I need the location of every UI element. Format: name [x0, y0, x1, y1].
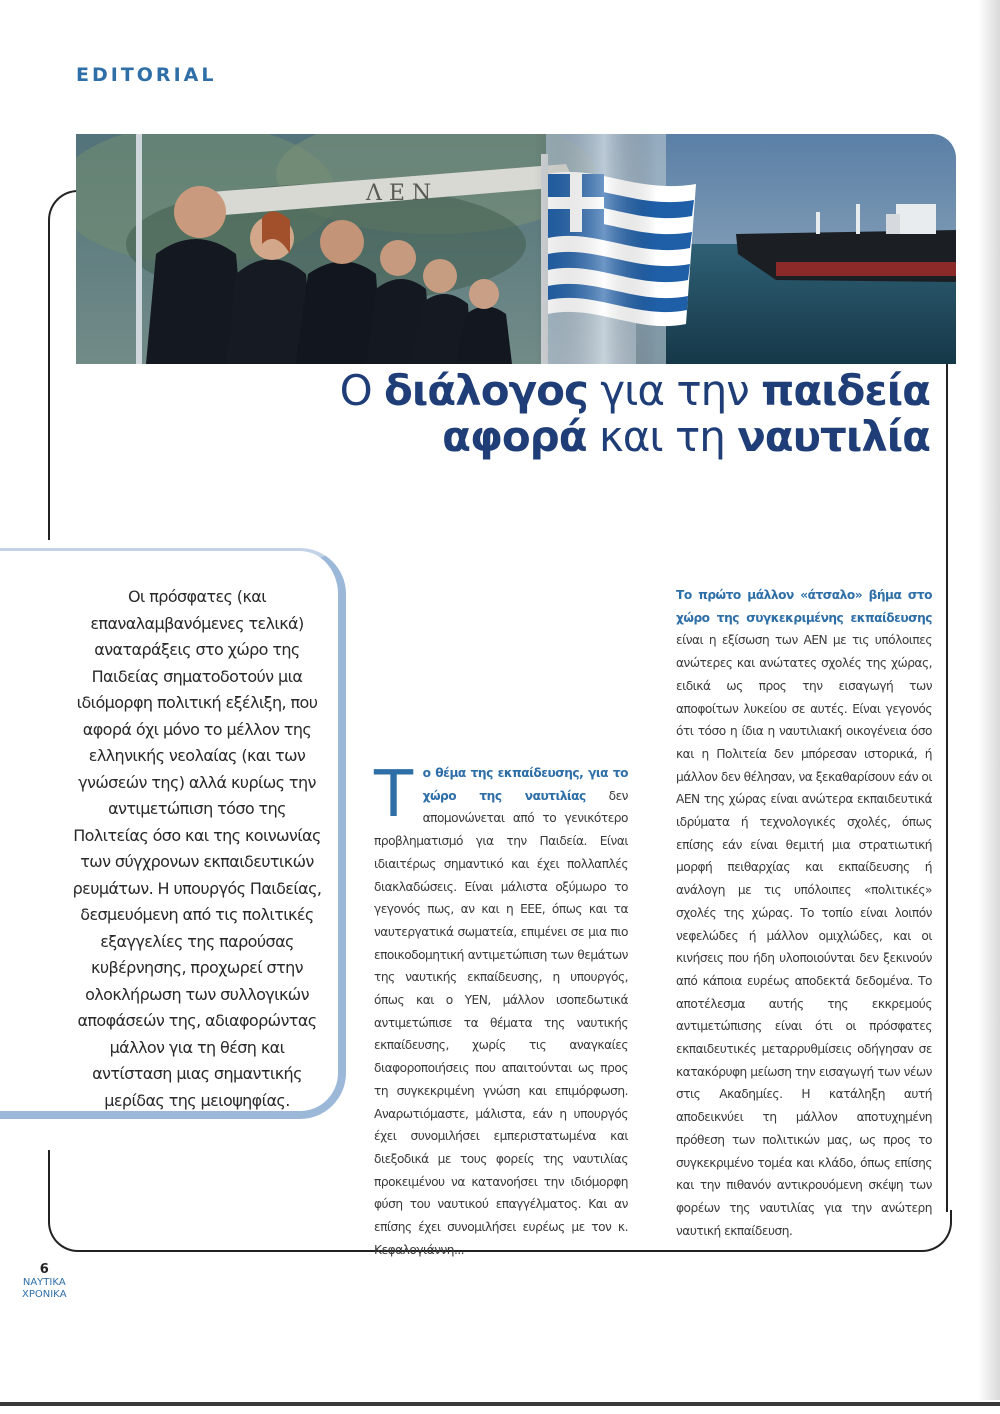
- page-number: 6: [39, 1262, 49, 1277]
- page-footer: [22, 1262, 67, 1301]
- article-column-right: [676, 584, 932, 1242]
- page-binding-shadow: [978, 0, 1000, 1400]
- section-label: EDITORIAL: [76, 64, 217, 86]
- headline-text: παιδεία: [761, 366, 930, 415]
- headline-text: Ο: [339, 366, 385, 415]
- column-body: είναι η εξίσωση των ΑΕΝ με τις υπόλοιπες ανώτερες και ανώτατες σχολές της χώρας, ειδικά ως προς την εισαγωγή των αποφοίτων λυκείου σε αυτές. Είναι γεγονός ότι τόσο η ίδια η ναυτιλιακή οικογένεια όσο και η Πολιτεία δεν μπόρεσαν ιστορικά, ή μάλλον δεν θέλησαν, να ξεκαθαρίσουν εάν οι ΑΕΝ της χώρας είναι ανώτερα εκπαιδευτικά ιδρύματα ή τεχνολογικές σχολές, όπως επίσης εάν είναι θεμιτή μια στρατιωτική μορφή πειθαρχίας και εκπαίδευσης ή ανάλογη με τις υπόλοιπες «πολιτικές» σχολές της χώρας. Το τοπίο είναι λοιπόν νεφελώδες ή μάλλον ομιχλώδες, και οι κινήσεις που ήδη υλοποιούνται δεν ξεκινούν από κάποια ευρέως αποδεκτά δεδομένα. Το αποτέλεσμα αυτής της εκκρεμούς αντιμετώπισης είναι ότι οι πρόσφατες εκπαιδευτικές μεταρρυθμίσεις οδήγησαν σε κατακόρυφη μείωση την εισαγωγή των νέων στις Ακαδημίες. Η κατάληξη αυτή αποδεικνύει τη μάλλον αποτυχημένη πρόθεση των πολιτικών μας, ως προς το συγκεκριμένο τομέα και κλάδο, όπως επίσης και την πιθανόν αντικρουόμενη σκέψη των φορέων της ναυτιλίας για την ανώτερη ναυτική εκπαίδευση.: [676, 633, 932, 1238]
- page-bottom-edge: [0, 1402, 1000, 1406]
- headline-text: και τη: [586, 412, 738, 462]
- column-body: δεν απομονώνεται από το γενικότερο προβληματισμό για την Παιδεία. Είναι ιδιαιτέρως σημαντικό και έχει πολλαπλές διακλαδώσεις. Είναι μάλιστα οξύμωρο το γεγονός πως, αν και η ΕΕΕ, όπως και τα ναυτεργατικά σωματεία, επιμένει σε μια πιο εποικοδομητική αντιμετώπιση των θεμάτων της ναυτικής εκπαίδευσης, η υπουργός, όπως και ο ΥΕΝ, μάλλον ισοπεδωτικά αντιμετώπισε τα θέματα της ναυτικής εκπαίδευσης, χωρίς τις αναγκαίες διαφοροποιήσεις που απαιτούνται ως προς τη συγκεκριμένη γνώση και επιμόρφωση. Αναρωτιόμαστε, μάλιστα, εάν η υπουργός έχει συνομιλήσει εμπεριστατωμένα και διεξοδικά με τους φορείς της ναυτιλίας προκειμένου να κατανοήσει την ιδιόμορφη φύση του ναυτικού επαγγέλματος. Και αν επίσης έχει συνομιλήσει ευρέως με τον κ. Κεφαλογιάννη...: [374, 788, 628, 1257]
- column-highlight: Το πρώτο μάλλον «άτσαλο» βήμα στο χώρο της συγκεκριμένης εκπαίδευσης: [676, 588, 932, 625]
- magazine-name-line-1: ΝΑΥΤΙΚΑ: [22, 1277, 66, 1288]
- headline-text: για την: [587, 366, 762, 415]
- headline-text: ναυτιλία: [737, 412, 930, 462]
- hero-photo: [76, 134, 956, 364]
- headline-line-2: [340, 414, 930, 460]
- article-column-middle: [374, 758, 628, 1261]
- headline-text: αφορά: [442, 412, 587, 462]
- headline-text: διάλογος: [384, 366, 588, 415]
- frame-left-line-upper: [48, 268, 50, 540]
- hero-illustration: [76, 134, 956, 364]
- lead-paragraph: Οι πρόσφατες (και επαναλαμβανόμενες τελικά) αναταράξεις στο χώρο της Παιδείας σηματοδοτούν μια ιδιόμορφη πολιτική εξέλιξη, που αφορά όχι μόνο το μέλλον της ελληνικής νεολαίας (και των γνώσεών της) αλλά κυρίως την αντιμετώπιση τόσο της Πολιτείας όσο και της κοινωνίας των σύγχρονων εκπαιδευτικών ρευμάτων. Η υπουργός Παιδείας, δεσμευόμενη από τις πολιτικές εξαγγελίες της παρούσας κυβέρνησης, προχωρεί στην ολοκλήρωση των συλλογικών αποφάσεών της, αδιαφορώντας μάλλον για τη θέση και αντίσταση μιας σημαντικής μερίδας της μειοψηφίας.: [72, 587, 322, 1110]
- headline: [340, 368, 930, 460]
- headline-line-1: [340, 368, 930, 414]
- column-highlight: ο θέμα της εκπαίδευσης, για το χώρο της ναυτιλίας: [422, 766, 628, 803]
- drop-cap: Τ: [374, 758, 413, 832]
- frame-right-line: [946, 364, 948, 1212]
- magazine-name-line-2: ΧΡΟΝΙΚΑ: [22, 1289, 67, 1300]
- frame-left-line-lower: [48, 1150, 50, 1212]
